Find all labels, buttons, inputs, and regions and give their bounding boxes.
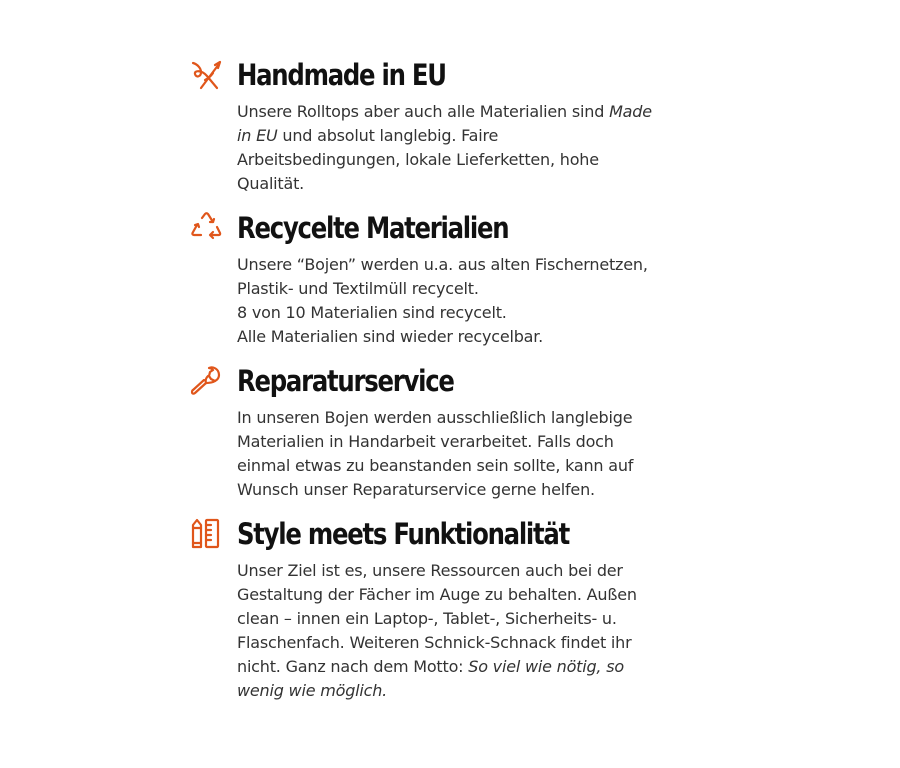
feature-text: In unseren Bojen werden ausschließlich langlebige Materialien in Handarbeit verarbeitet. Falls doch einmal etwas zu beanstanden sein sollte, kann auf Wunsch unser Reparaturservice gerne helfen. — [237, 408, 634, 499]
feature-title: Recycelte Materialien — [237, 211, 509, 245]
feature-title: Style meets Funktionalität — [237, 517, 569, 551]
recycle-icon — [189, 211, 223, 245]
feature-text — [237, 253, 662, 349]
pencil-ruler-icon — [189, 517, 223, 551]
feature-title: Reparaturservice — [237, 364, 454, 398]
feature-repair — [189, 361, 669, 502]
feature-text-line: Unsere “Bojen” werden u.a. aus alten Fischernetzen, Plastik- und Textilmüll recycelt. — [237, 255, 648, 298]
feature-handmade — [189, 55, 669, 196]
feature-list — [189, 55, 669, 703]
feature-title: Handmade in EU — [237, 58, 446, 92]
needle-thread-icon — [189, 58, 223, 92]
feature-text: Unsere Rolltops aber auch alle Materialien sind Made in EU und absolut langlebig. Faire Arbeitsbedingungen, lokale Lieferketten, hohe Qualität. — [237, 102, 652, 193]
feature-recycled — [189, 208, 669, 349]
wrench-icon — [189, 364, 223, 398]
feature-text-line: 8 von 10 Materialien sind recycelt. — [237, 303, 507, 322]
feature-text: Unser Ziel ist es, unsere Ressourcen auch bei der Gestaltung der Fächer im Auge zu behalten. Außen clean – innen ein Laptop-, Tablet-, Sicherheits- u. Flaschenfach. Weiteren Schnick-Schnack findet ihr nicht. Ganz nach dem Motto: So viel wie nötig, so wenig wie möglich. — [237, 561, 637, 700]
feature-text-line: Alle Materialien sind wieder recycelbar. — [237, 327, 544, 346]
feature-style — [189, 514, 669, 703]
